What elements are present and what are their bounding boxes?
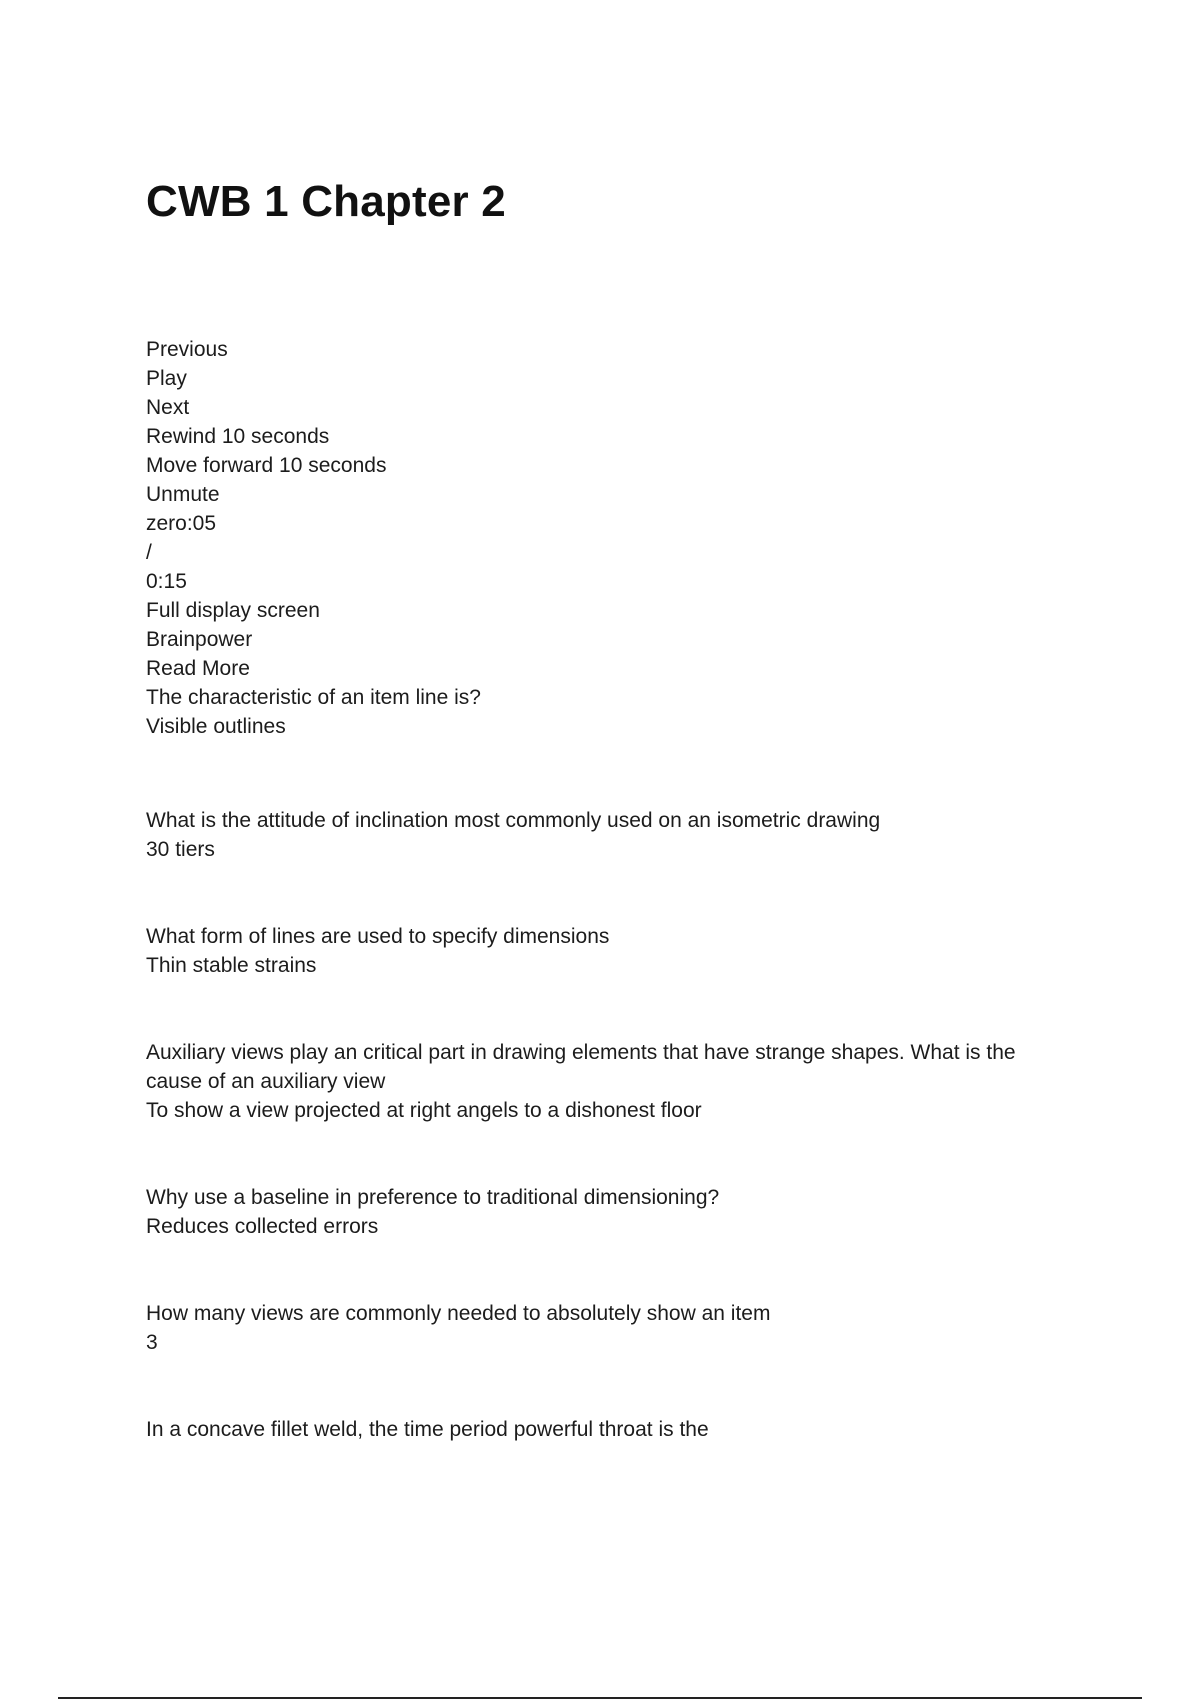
question-text: The characteristic of an item line is?	[146, 686, 481, 709]
question-text: Why use a baseline in preference to traditional dimensioning?	[146, 1186, 720, 1209]
answer-text: 30 tiers	[146, 838, 215, 861]
question-text: What is the attitude of inclination most commonly used on an isometric drawing	[146, 809, 881, 832]
answer-text: Reduces collected errors	[146, 1215, 379, 1238]
next-label: Next	[146, 396, 190, 419]
question-text: What form of lines are used to specify dimensions	[146, 925, 610, 948]
read-more-label: Read More	[146, 657, 250, 680]
qa-item	[146, 1038, 1076, 1125]
brainpower-label: Brainpower	[146, 628, 253, 651]
unmute-label: Unmute	[146, 483, 220, 506]
total-duration: 0:15	[146, 570, 187, 593]
page-title: CWB 1 Chapter 2	[146, 177, 506, 226]
footer-divider	[58, 1697, 1142, 1699]
qa-item	[146, 1183, 1076, 1241]
answer-text: To show a view projected at right angels to a dishonest floor	[146, 1099, 702, 1122]
question-text: In a concave fillet weld, the time period powerful throat is the	[146, 1418, 709, 1441]
qa-item	[146, 1299, 1076, 1357]
time-separator: /	[146, 541, 152, 564]
answer-text: Thin stable strains	[146, 954, 317, 977]
forward-label: Move forward 10 seconds	[146, 454, 387, 477]
answer-text: 3	[146, 1331, 158, 1354]
play-label: Play	[146, 367, 187, 390]
qa-list	[146, 806, 1076, 1502]
question-text: Auxiliary views play an critical part in drawing elements that have strange shapes. What is the cause of an auxiliary view	[146, 1041, 1016, 1093]
qa-item	[146, 806, 1076, 864]
qa-item	[146, 922, 1076, 980]
qa-item	[146, 1415, 1076, 1444]
previous-label: Previous	[146, 338, 228, 361]
fullscreen-label: Full display screen	[146, 599, 320, 622]
answer-text: Visible outlines	[146, 715, 286, 738]
question-text: How many views are commonly needed to absolutely show an item	[146, 1302, 771, 1325]
current-time: zero:05	[146, 512, 217, 535]
rewind-label: Rewind 10 seconds	[146, 425, 330, 448]
media-player-text-block	[146, 335, 1046, 741]
